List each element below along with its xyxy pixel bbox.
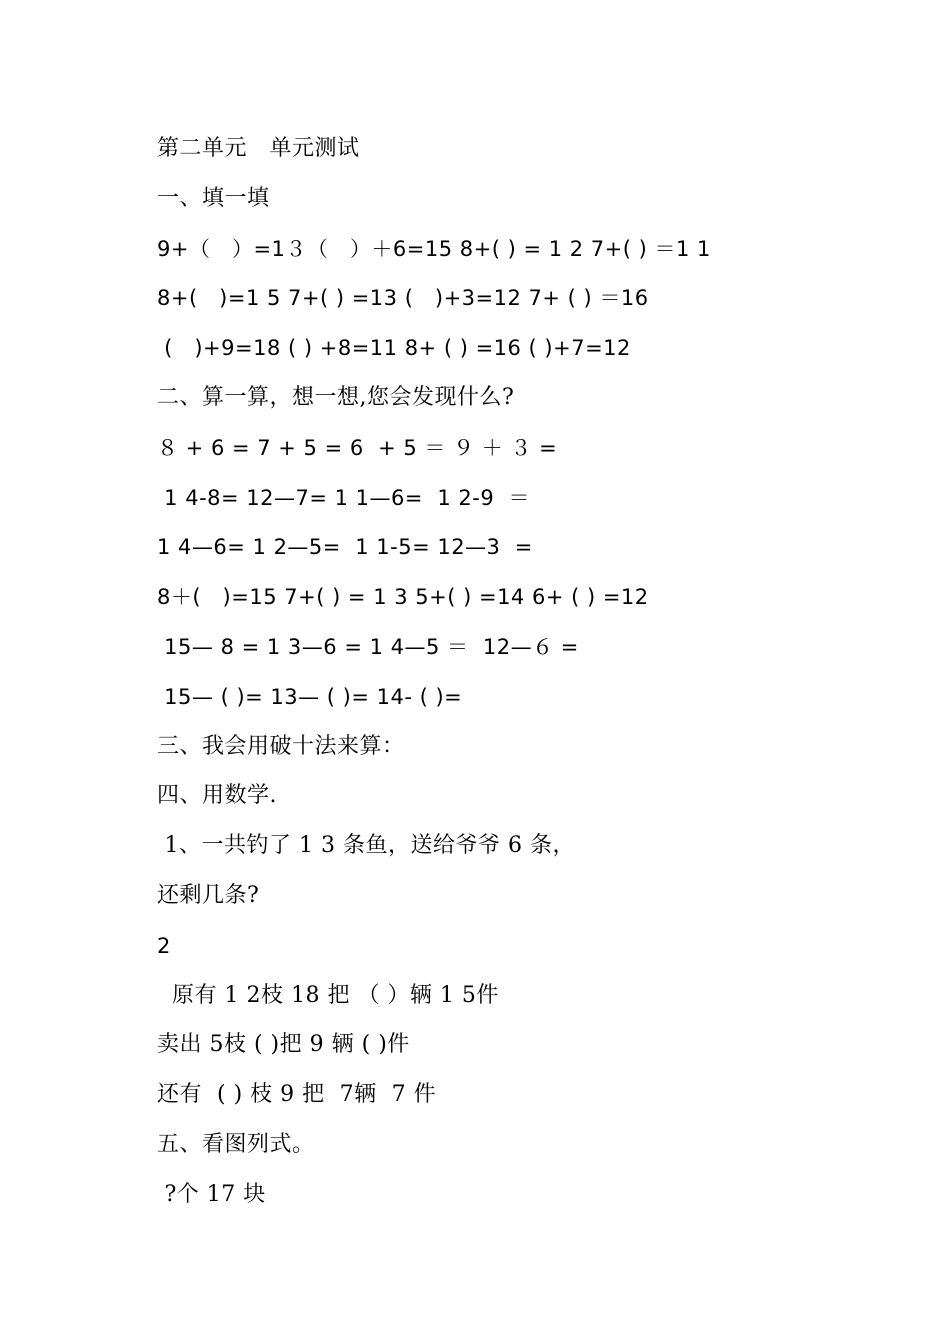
word-problem-1-question: 还剩几条?	[157, 882, 260, 908]
equation-line: 15— ( )= 13— ( )= 14- ( )=	[157, 684, 463, 709]
section-heading-calculate: 二、算一算，想一想,您会发现什么?	[157, 384, 515, 410]
table-row-remaining: 还有 ( ) 枝 9 把 7辆 7 件	[157, 1082, 437, 1108]
document-title: 第二单元 单元测试	[157, 136, 360, 161]
equation-line: 1 4-8= 12—7= 1 1—6= 1 2-9 ＝	[157, 485, 531, 510]
problem-number-2: 2	[157, 933, 171, 958]
picture-equation-text: ?个 17 块	[157, 1181, 266, 1207]
equation-line: ８ + 6 = 7 + 5 = 6 + 5 ＝ ９ ＋ ３ =	[157, 435, 558, 460]
equation-line: 8＋( )=15 7+( ) = 1 3 5+( ) =14 6+ ( ) =12	[157, 585, 649, 610]
section-heading-picture-equation: 五、看图列式。	[157, 1131, 315, 1157]
equation-line: 8+( )=1 5 7+( ) =13 ( )+3=12 7+ ( ) ＝16	[157, 286, 649, 311]
table-row-sold: 卖出 5枝 ( )把 9 辆 ( )件	[157, 1032, 410, 1058]
document-body	[157, 131, 857, 1227]
equation-line: 15— 8 = 1 3—6 = 1 4—5 ＝ 12—６ =	[157, 634, 579, 659]
table-row-original: 原有 1 2枝 18 把 （ ）辆 1 5件	[157, 982, 499, 1008]
section-heading-use-math: 四、用数学.	[157, 783, 277, 809]
section-heading-break-ten: 三、我会用破十法来算：	[157, 733, 405, 759]
word-problem-1: 1、一共钓了 1 3 条鱼，送给爷爷 6 条，	[157, 833, 575, 859]
equation-line: 1 4—6= 1 2—5= 1 1-5= 12—3 =	[157, 535, 533, 560]
equation-line: 9+（ ）=1３（ ）＋6=15 8+( ) = 1 2 7+( ) ＝1 1	[157, 236, 711, 261]
section-heading-fill-in: 一、填一填	[157, 185, 270, 211]
equation-line: ( )+9=18 ( ) +8=11 8+ ( ) =16 ( )+7=12	[157, 336, 631, 361]
